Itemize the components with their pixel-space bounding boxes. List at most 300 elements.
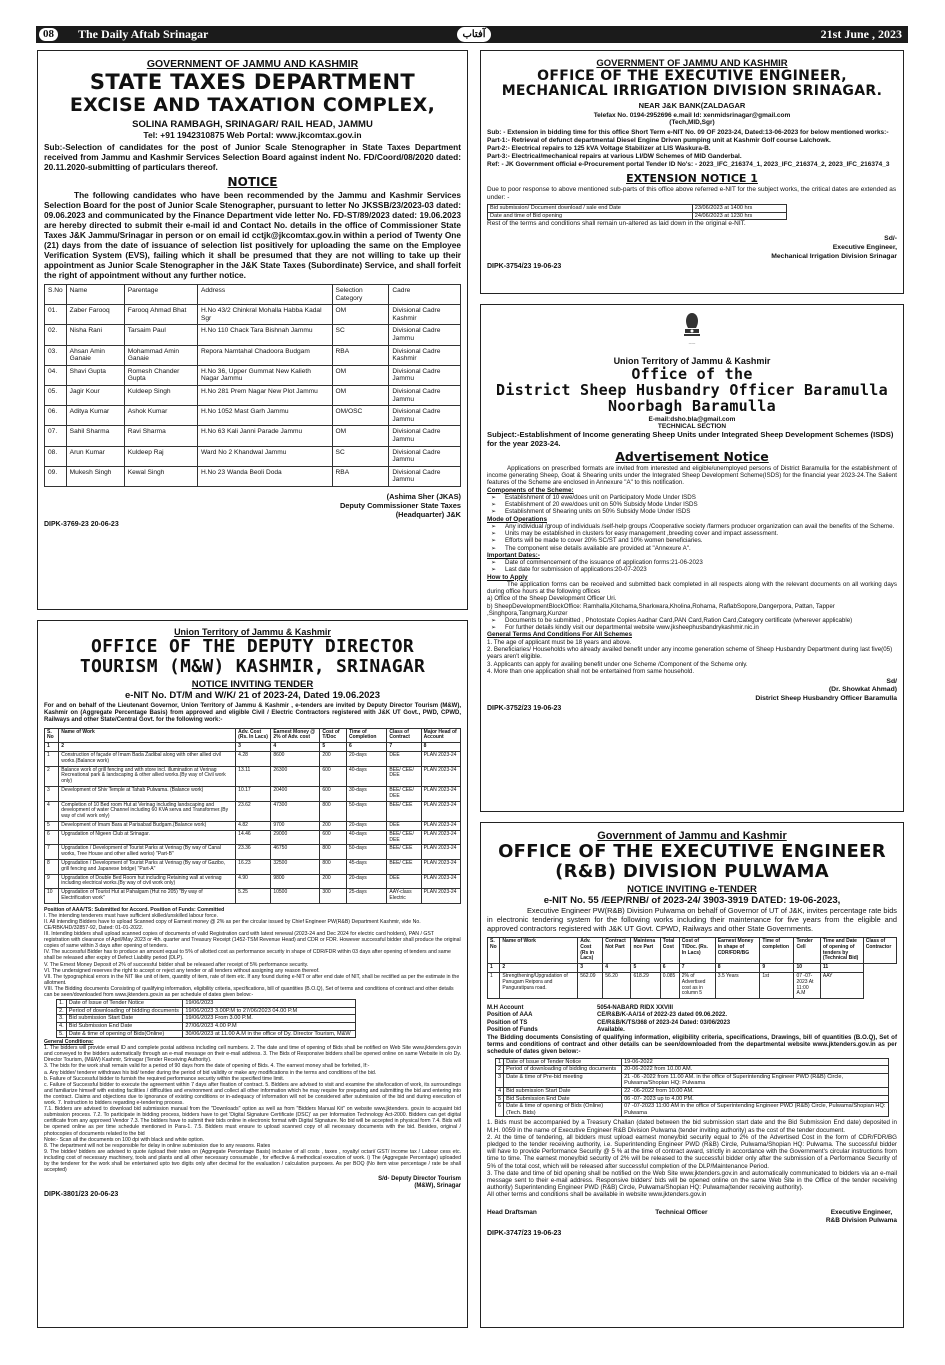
- table-cell: H.No 110 Chack Tara Bishnah Jammu: [197, 325, 332, 345]
- table-cell: Kuldeep Singh: [124, 385, 197, 405]
- table-cell: Balance work of grill fencing and with store incl. illumination at Verinag Recreational park & landscaping & other allied works.(By way of Civil work only): [59, 766, 236, 786]
- table-cell: Ravi Sharma: [124, 426, 197, 446]
- tr-nit: NOTICE INVITING TENDER: [191, 679, 314, 690]
- rb-col-number: 6: [660, 964, 679, 973]
- table-cell: 6: [496, 1103, 504, 1117]
- meta-row: [487, 1012, 897, 1019]
- rb-col-number: 7: [679, 964, 715, 973]
- mi-near: NEAR J&K BANK(ZALDAGAR: [638, 101, 746, 110]
- table-cell: BEE/ CEE: [387, 801, 421, 821]
- table-cell: 30/06/2023 at 11.00 A.M in the office of Dy. Director Tourism, M&W: [183, 1030, 356, 1038]
- table-cell: PLAN 2023-24: [421, 786, 460, 801]
- masthead-logo: آفتاب: [457, 27, 491, 42]
- mi-tech: (Tech,MID,Sgr): [669, 119, 715, 126]
- table-row: [57, 1000, 356, 1008]
- table-cell: 10: [45, 889, 59, 904]
- table-cell: 23.36: [236, 845, 271, 860]
- table-cell: 19/06/2023 From 3.00 P.M.: [183, 1015, 356, 1023]
- rb-gov: Government of Jammu and Kashmir: [597, 830, 787, 842]
- list-item: ➢ Efforts will be made to cover 20% SC/ST and 10% women beneficiaries.: [487, 537, 897, 544]
- table-row: [57, 1015, 356, 1023]
- table-cell: Divisional Cadre Kashmir: [389, 305, 461, 325]
- table-cell: Construction of façade of Imam Bada Zadibal along with other allied civil works.(Balance work): [59, 752, 236, 767]
- table-cell: Divisional Cadre Kashmir: [389, 345, 461, 365]
- tr-col-number: 4: [271, 743, 320, 752]
- table-cell: 45-days: [346, 859, 386, 874]
- st-candidate-table: [44, 284, 461, 487]
- table-cell: 06.: [45, 406, 67, 426]
- table-cell: 07 -07-2023 11:00 AM in the office of Superintending Engineer PWD (R&B) Circle, Pulwama/Shopian HQ: Pulwama: [622, 1103, 889, 1117]
- table-cell: 14.46: [236, 830, 271, 845]
- table-cell: OM: [332, 365, 389, 385]
- rb-paras: [487, 1119, 897, 1198]
- table-cell: 5.25: [236, 889, 271, 904]
- table-cell: PLAN 2023-24: [421, 766, 460, 786]
- rb-col-header: Class of Contractor: [863, 938, 896, 964]
- st-col-header: S.No: [45, 285, 67, 305]
- table-cell: 46750: [271, 845, 320, 860]
- st-sig-title: Deputy Commissioner State Taxes: [339, 500, 461, 510]
- table-cell: 9: [45, 874, 59, 889]
- rb-col-header: Time of completion: [760, 938, 794, 964]
- rb-works-table: [487, 937, 897, 999]
- table-cell: Romesh Chander Gupta: [124, 365, 197, 385]
- table-cell: PLAN 2023-24: [421, 874, 460, 889]
- meta-row: [487, 1005, 897, 1012]
- mi-title-2: MECHANICAL IRRIGATION DIVISION SRINAGAR.: [501, 83, 883, 99]
- tr-sig-2: (M&W), Srinagar: [414, 1183, 461, 1190]
- tr-notes: [44, 913, 461, 998]
- table-cell: 5.: [57, 1030, 67, 1038]
- table-cell: 3: [496, 1073, 504, 1087]
- table-cell: Date and time of Bid opening: [488, 212, 693, 220]
- table-cell: 32500: [271, 859, 320, 874]
- table-row: [45, 874, 461, 889]
- table-cell: Repora Namtahal Chadoora Budgam: [197, 345, 332, 365]
- meta-row: [487, 1027, 897, 1034]
- list-item: ➢ Last date for submission of applications:20-07-2023: [487, 566, 897, 573]
- table-cell: 600: [320, 786, 347, 801]
- table-cell: 9800: [271, 874, 320, 889]
- table-cell: 23.62: [236, 801, 271, 821]
- table-cell: Date & time of opening of Bids (Online) (Tech. Bids): [504, 1103, 622, 1117]
- tr-schedule-table: [56, 999, 356, 1038]
- rb-bid: The Bidding documents Consisting of qualifying information, eligibility criteria, specifications, Drawings, bill of quantities (B.O.Q), Set of terms and conditions of contract and other details can be seen/downloaded from the departmental website www.jktenders.gov.in as per schedule of dates given below:-: [487, 1033, 897, 1056]
- tr-intro: For and on behalf of the Lieutenant Governor, Union Territory of Jammu & Kashmir , e-tenders are invited by Deputy Director Tourism (M&W), Kashmir on (Aggregate Percentage Basis) from approved and eligible Civil / Electric Contractors registered with J&K UT Govt., PWD, CPWD, Railways and other State/Central Govt. for the following work:-: [44, 703, 461, 724]
- table-row: [488, 212, 787, 220]
- list-item: 2. At the time of tendering, all bidders must upload earnest money/bid security equal to 2% of the Advertised Cost in the form of CDR/FDR/BG pledged to the tender receiving authority, i.e. Superintending Engineer PWD (R&B) Circle, Pulwama/Shopian HQ: Pulwama. The successful bidder will have to provide Performance Security @ 5 % at the time of contract award, strictly in accordance with the Government's circular instructions from time to time. The earnest money/bid security of 2% will be released to the successful bidder only after the submission of a Performance Security of 5% of the total cost, which will be released after successful completion of the DLP/Maintenance Period.: [487, 1133, 897, 1170]
- table-cell: Kewal Singh: [124, 466, 197, 486]
- issue-date: 21st June , 2023: [820, 27, 902, 41]
- table-cell: OM: [332, 426, 389, 446]
- table-cell: Bid Submission End Date: [66, 1022, 183, 1030]
- list-item: ➢ Establishment of Shearing units on 50% Subsidy Mode Under ISDS: [487, 508, 897, 515]
- table-row: [45, 385, 461, 405]
- mi-part-1: Part-1:- Retrieval of defunct departmental Diesel Engine Driven pumping unit at Kashmir Golf course Lalchowk.: [487, 137, 831, 144]
- table-row: [45, 446, 461, 466]
- table-cell: 20400: [271, 786, 320, 801]
- tr-enit: e-NIT No. DT/M and W/K/ 21 of 2023-24, Dated 19.06.2023: [125, 690, 380, 701]
- list-item: 8. The department will not be responsible for delay in online submission due to any reasons. Rates: [44, 1142, 271, 1149]
- state-taxes-notice: [37, 50, 468, 610]
- table-cell: BEE/ CEE: [387, 859, 421, 874]
- rb-col-header: Tender Cell: [794, 938, 820, 964]
- tr-col-number: 2: [59, 743, 236, 752]
- table-cell: 24/06/2023 at 1230 hrs: [692, 212, 786, 220]
- sh-terms-heading: General Terms And Conditions For All Schemes: [487, 631, 632, 639]
- meta-label: Position of TS: [487, 1019, 528, 1026]
- table-cell: 07 -07-2023 At 11:00 A.M: [794, 972, 820, 998]
- list-item: V. The Ernest Money Deposit of 2% of successful bidder shall be released after receipt of 5% performance security.: [44, 961, 309, 968]
- table-cell: 1.: [57, 1000, 67, 1008]
- mi-due: Due to poor response to above mentioned sub-parts of this office above referred e-NIT for the subject works, the critical dates are extended as under: -: [487, 186, 897, 201]
- st-sig-name: (Ashima Sher (JKAS): [386, 491, 461, 501]
- table-cell: 9700: [271, 821, 320, 830]
- table-cell: Upgradation of Tourist Hut at Pahalgam (Hut no 205) "By way of Electrification work": [59, 889, 236, 904]
- list-item: 3. The date and time of bid opening shall be notified on the Web Site www.jktenders.gov.in and automatically communicated to bidders via an e-mail message sent to their e-mail address. Responsive bidders' bids will be opened online on the same Web Site in the Office of the tender receiving authority) Superintending Engineer PWD (R&B) Circle, Pulwama/Shopian HQ: Pulwama(tender receiving authority).: [487, 1169, 897, 1192]
- table-cell: 21 -06 -2022 from 11.00 AM. in the office of Superintending Engineer PWD (R&B) Circle, Pulwama/Shopian HQ: Pulwama: [622, 1073, 889, 1087]
- table-cell: H.No 1052 Mast Garh Jammu: [197, 406, 332, 426]
- table-cell: 600: [320, 766, 347, 786]
- list-item: All other terms and conditions shall be available in website www.jktenders.gov.in: [487, 1191, 707, 1199]
- table-cell: H.No 36, Upper Gummat New Kalieth Nagar Jammu: [197, 365, 332, 385]
- table-cell: 22 -06-2022 from 10.00 AM.: [622, 1087, 889, 1095]
- list-item: I. The intending tenderers must have sufficient skilled/unskilled labour force.: [44, 912, 218, 919]
- rb-col-number: 2: [500, 964, 578, 973]
- table-cell: Aditya Kumar: [66, 406, 124, 426]
- table-cell: 40-days: [346, 830, 386, 845]
- mi-ext-heading: EXTENSION NOTICE 1: [626, 172, 758, 185]
- table-cell: BEE/ CEE: [387, 845, 421, 860]
- table-row: [45, 325, 461, 345]
- table-cell: Development of Shiv Temple at Tahab Pulwama. (Balance work): [59, 786, 236, 801]
- table-cell: 5: [496, 1095, 504, 1103]
- table-cell: 1st: [760, 972, 794, 998]
- sh-tech: TECHNICAL SECTION: [657, 423, 727, 430]
- table-cell: 800: [320, 859, 347, 874]
- table-cell: 8: [45, 859, 59, 874]
- table-cell: H.No 63 Kali Janni Parade Jammu: [197, 426, 332, 446]
- table-cell: 29000: [271, 830, 320, 845]
- sh-office-a: a) Office of the Sheep Development Officer Uri.: [487, 595, 617, 603]
- table-cell: OM: [332, 385, 389, 405]
- table-cell: Nisha Rani: [66, 325, 124, 345]
- sh-mode-list: [487, 523, 897, 552]
- table-cell: Upgradation / Development of Tourist Parks at Verinag (By way of Canal works, Tree House and other allied works) "Part-B": [59, 845, 236, 860]
- table-cell: 800: [320, 801, 347, 821]
- tr-sig-1: S/d- Deputy Director Tourism: [378, 1176, 461, 1183]
- table-cell: Sahil Sharma: [66, 426, 124, 446]
- mi-sd: Sd/-: [884, 235, 897, 243]
- table-cell: Date & time of opening of Bids(Online): [66, 1030, 183, 1038]
- mi-tel: Telefax No. 0194-2952696 e.mail Id: xenmidsrinagar@gmail.com: [593, 112, 791, 119]
- st-col-header: Cadre: [389, 285, 461, 305]
- table-cell: 06 -07- 2023 up to 4.00 PM.: [622, 1095, 889, 1103]
- table-cell: H.No 43/2 Chinkral Mohalla Habba Kadal Sgr: [197, 305, 332, 325]
- list-item: IV. The successful Bidder has to produce an amount equal to 5% of allotted cost as performance security in shape of CDR/FDR within 03 days after opening of tenders and same shall be released after expiry of Defect Liability period (DLP).: [44, 949, 451, 962]
- table-cell: 19/06/2023: [183, 1000, 356, 1008]
- rb-col-number: 9: [760, 964, 794, 973]
- table-cell: 4: [45, 801, 59, 821]
- table-cell: 5: [45, 821, 59, 830]
- rb-sig-division: R&B Division Pulwama: [825, 1216, 897, 1224]
- table-cell: Ahsan Amin Ganaie: [66, 345, 124, 365]
- table-cell: Bid submission/ Document download / sale end Date: [488, 205, 693, 213]
- tr-col-number: 5: [320, 743, 347, 752]
- table-cell: PLAN 2023-24: [421, 801, 460, 821]
- table-cell: DEE: [387, 874, 421, 889]
- list-item: b. Failure of Successful bidder to furnish the required performance security within the specified time limit.: [44, 1075, 285, 1082]
- list-item: III. Intending bidders shall upload scanned copies of documents of valid Registration card with latest renewal (2023-24 and Dec 2024 for electric card holders), PAN / GST registration with clearance of April/May 2023 or 4th. quarter and Treasury Receipt (1452-TSM Revenue Head) and CDR or FDR. However successful bidder shall produce the original copies of same within 3 days after opening of tenders.: [44, 931, 461, 950]
- table-cell: 40-days: [346, 766, 386, 786]
- list-item: ➢ Date of commencement of the issuance of application forms:21-06-2023: [487, 559, 897, 566]
- list-item: c. Failure of Successful bidder to execute the agreement within 7 days after fixation of contract. 5. Bidders are advised to visit and examine the site/location of work, its surroundings and familiarize himself with existing facilities / difficulties and environment and collect all other information which he may require for preparing and submitting the bid and entering into the contract. Claims and objections due to ignorance of existing conditions or in-adequacy of information will not be considered after submission of the bid and during execution of work. 7. Instruction to bidders regarding e-tendering process.: [44, 1081, 461, 1107]
- sh-components: [487, 494, 897, 516]
- table-cell: 26300: [271, 766, 320, 786]
- mi-rest: Rest of the terms and conditions shall remain un-altered as laid down in the original e-NIT.: [487, 220, 746, 228]
- meta-row: [487, 1020, 897, 1027]
- table-cell: Bid submission Start Date: [504, 1087, 622, 1095]
- table-cell: 562.09: [578, 972, 603, 998]
- table-cell: 4.: [57, 1022, 67, 1030]
- table-cell: BEE/ CEE/ DEE: [387, 786, 421, 801]
- table-cell: 7: [45, 845, 59, 860]
- st-ref: DIPK-3769-23 20-06-23: [44, 520, 119, 528]
- rb-col-number: 10: [794, 964, 820, 973]
- table-cell: 200: [320, 821, 347, 830]
- table-cell: Mohammad Amin Ganaie: [124, 345, 197, 365]
- table-cell: AAY-class Electric: [387, 889, 421, 904]
- table-cell: 300: [320, 889, 347, 904]
- table-row: [488, 205, 787, 213]
- table-cell: 10500: [271, 889, 320, 904]
- st-gov: GOVERNMENT OF JAMMU AND KASHMIR: [146, 58, 359, 70]
- list-item: 1. The bidders will provide email ID and complete postal address including cell numbers. 2. The date and time of opening of Bids shall be notified on Web Site www.jktenders.gov.in and conveyed to the bidders automatically through an e-mail message on their e-mail address. 3. The Bids of Responsive bidders shall be opened online on same Website in o/o Dy. Director Tourism, (M&W) Kashmir, Srinagar (Tender Receiving Authority).: [44, 1045, 461, 1064]
- meta-value: Available.: [597, 1026, 625, 1033]
- rb-col-header: S. No: [488, 938, 500, 964]
- mi-sig-2: Mechanical Irrigation Division Srinagar: [771, 253, 897, 261]
- table-cell: 30-days: [346, 786, 386, 801]
- mi-ref: DIPK-3754/23 19-06-23: [487, 263, 562, 271]
- sh-office-b: b) SheepDevelopmentBlockOffice: Ramhalla,Kitchama,Sharkwara,Kholina,Rohama, RaflabSopore,Dangerpora, Pattan, Tapper ,Singhpora,Tangmarg,Kunzer: [487, 602, 835, 617]
- st-notice-heading: NOTICE: [227, 175, 278, 189]
- mi-title-1: OFFICE OF THE EXECUTIVE ENGINEER,: [537, 68, 847, 84]
- sh-title-3: Noorbagh Baramulla: [608, 397, 776, 415]
- rb-col-header: Maintena nce Part: [631, 938, 660, 964]
- table-cell: Bid Submission End Date: [504, 1095, 622, 1103]
- rb-col-header: Time and Date of opening of tenders by (Technical Bid): [820, 938, 863, 964]
- table-cell: 2: [496, 1066, 504, 1074]
- table-cell: PLAN 2023-24: [421, 889, 460, 904]
- table-cell: 3.5 Years: [715, 972, 760, 998]
- mi-ref-ids: Ref: - JK Government official e-Procurement portal Tender ID No's: - 2023_IFC_216374_1, 2023_IFC_216374_2, 2023_IFC_216374_3: [487, 161, 890, 168]
- list-item: 4. More than one application shall not be entertained from same household.: [487, 667, 695, 675]
- list-item: ➢ Any individual /group of individuals /self-help groups /Cooperative society /farmers producer organization can avail the benefits of the Scheme.: [487, 523, 897, 530]
- table-cell: OM: [332, 305, 389, 325]
- list-item: 3. Applicants can apply for availing benefit under one Scheme /Component of the Scheme only.: [487, 660, 748, 668]
- rb-col-header: Name of Work: [500, 938, 578, 964]
- table-row: [45, 801, 461, 821]
- table-cell: Mukesh Singh: [66, 466, 124, 486]
- table-cell: AAY: [820, 972, 863, 998]
- list-item: 1. Bids must be accompanied by a Treasury Challan (dated between the bid submission start date and the Bid Submission End date) deposited in M.H. 0059 in the name of Executive Engineer R&B Division Pulwama (tender inviting authority) as the cost of the tender document.: [487, 1119, 897, 1134]
- rb-col-header: Contract Not Part: [603, 938, 631, 964]
- table-cell: Upgradation / Development of Tourist Parks at Verinag (By way of Gazibo, grill fencing and Japanese bridge) "Part-A": [59, 859, 236, 874]
- table-row: [496, 1095, 889, 1103]
- table-cell: Bid submission Start Date: [66, 1015, 183, 1023]
- table-cell: 08.: [45, 446, 67, 466]
- st-col-header: Name: [66, 285, 124, 305]
- table-cell: Divisional Cadre Jammu: [389, 365, 461, 385]
- table-cell: 01.: [45, 305, 67, 325]
- meta-value: CE/R&B/K/TS/368 of 2023-24 Dated: 03/06/2023: [597, 1019, 731, 1026]
- table-cell: Divisional Cadre Jammu: [389, 426, 461, 446]
- list-item: ➢ Establishment of 20 ewe/does unit on 50% Subsidy Mode Under ISDS: [487, 501, 897, 508]
- st-col-header: Parentage: [124, 285, 197, 305]
- table-cell: 2.: [57, 1007, 67, 1015]
- table-cell: 25-days: [346, 889, 386, 904]
- table-row: [45, 859, 461, 874]
- table-cell: 07.: [45, 426, 67, 446]
- sh-docs-list: [487, 617, 897, 631]
- table-cell: 16.23: [236, 859, 271, 874]
- table-cell: Development of Imam Bara at Parisabad Budgam.(Balance work): [59, 821, 236, 830]
- table-cell: 800: [320, 845, 347, 860]
- table-cell: H.No 281 Prem Nagar New Plot Jammu: [197, 385, 332, 405]
- st-subject: Sub:-Selection of candidates for the post of Junior Scale Stenographer in State Taxes Department received from Jammu and Kashmir Services Selection Board against indent No. FD/Coord/08/2020 dated: 20.11.2020-submitting of particulars thereof.: [44, 142, 461, 172]
- table-cell: 56.20: [603, 972, 631, 998]
- national-emblem-icon: [674, 310, 710, 346]
- st-title-1: STATE TAXES DEPARTMENT: [89, 70, 416, 94]
- list-item: Note:- Scan all the documents on 100 dpi with black and white option.: [44, 1136, 205, 1143]
- paper-name: The Daily Aftab Srinagar: [78, 27, 209, 41]
- table-cell: SC: [332, 446, 389, 466]
- table-cell: 23/06/2023 at 1400 hrs: [692, 205, 786, 213]
- table-cell: Ward No 2 Khandwal Jammu: [197, 446, 332, 466]
- table-cell: 19/06/2023 3.00P.M to 27/06/2023 04.00 P.M: [183, 1007, 356, 1015]
- meta-label: M.H Account: [487, 1005, 524, 1012]
- st-sig-office: (Headquarter) J&K: [395, 509, 461, 519]
- table-cell: 618.29: [631, 972, 660, 998]
- table-cell: 50-days: [346, 801, 386, 821]
- table-cell: BEE/ CEE/ DEE: [387, 766, 421, 786]
- table-cell: 27/06/2023 4.00 P.M: [183, 1022, 356, 1030]
- tr-col-number: 8: [421, 743, 460, 752]
- table-row: [45, 830, 461, 845]
- tr-title-2: TOURISM (M&W) KASHMIR, SRINAGAR: [79, 656, 426, 677]
- meta-value: CE/R&B/K-AA/14 of 2022-23 dated 09.06.2022.: [597, 1012, 728, 1019]
- table-row: [57, 1022, 356, 1030]
- st-col-header: Address: [197, 285, 332, 305]
- list-item: a. Any bidder/ tenderer withdraws his bid/ tender during the period of bid validity or make any modifications in the terms and conditions of the bid.: [44, 1069, 377, 1076]
- table-cell: 6: [45, 830, 59, 845]
- table-cell: H.No 23 Wanda Beoli Doda: [197, 466, 332, 486]
- table-cell: Ashok Kumar: [124, 406, 197, 426]
- tr-col-number: 1: [45, 743, 59, 752]
- list-item: 7.1. Bidders are advised to download bid submission manual from the "Downloads" option as well as from "Bidders Manual Kit" on website www.jktenders. gov.in to acquaint bid submission process. 7.2. To participate in bidding process, bidders have to get 'Digital Signature Certificate (DSC)' as per Information Technology Act-2000. Bidders can get digital certificate from any approved Vendor 7.3. The bidders have to submit their bids online in electronic format with Digital Signature. No bid will be accepted in physical form 7.4. Bids will be opened online as per time schedule mentioned in Para-1. 7.5. Bidders must ensure to upload scanned copy of all necessary documents with the bid. Besides, original / photocopies of documents related to the bid: [44, 1106, 461, 1137]
- tr-col-number: 7: [387, 743, 421, 752]
- st-address: SOLINA RAMBAGH, SRINAGAR/ RAIL HEAD, JAMMU: [132, 119, 373, 130]
- rb-pulwama-tender: [480, 822, 904, 1328]
- table-cell: 3: [45, 786, 59, 801]
- table-cell: OM/OSC: [332, 406, 389, 426]
- tr-col-number: 3: [236, 743, 271, 752]
- rb-col-number: 3: [578, 964, 603, 973]
- table-row: [496, 1073, 889, 1087]
- table-row: [45, 821, 461, 830]
- rb-title-1: OFFICE OF THE EXECUTIVE ENGINEER: [498, 841, 886, 862]
- table-cell: 10.17: [236, 786, 271, 801]
- table-cell: PLAN 2023-24: [421, 845, 460, 860]
- page-number: 08: [39, 28, 58, 41]
- table-cell: 1: [496, 1058, 504, 1066]
- list-item: ➢ For further details kindly visit our departmental website www.jksheephusbandrykashmir.nic.in: [487, 624, 897, 631]
- rb-ref: DIPK-3747/23 19-06-23: [487, 1229, 562, 1237]
- rb-col-number: 4: [603, 964, 631, 973]
- table-cell: Upgradation of Double Bed Room hut including Retaining wall at verinag including electrical works.(By way of civil work only): [59, 874, 236, 889]
- table-cell: 13.11: [236, 766, 271, 786]
- table-cell: 04.: [45, 365, 67, 385]
- table-cell: Farooq Ahmad Bhat: [124, 305, 197, 325]
- rb-col-header: Earnest Money in shape of CDR/FDR/BG: [715, 938, 760, 964]
- table-row: [45, 845, 461, 860]
- sh-sig-1: (Dr. Showkat Ahmad): [828, 686, 897, 694]
- table-cell: PLAN 2023-24: [421, 821, 460, 830]
- sh-terms-list: [487, 639, 897, 675]
- table-row: [45, 365, 461, 385]
- sh-dates-heading: Important Dates:-: [487, 551, 540, 559]
- mi-part-3: Part-3:- Electrical/mechanical repairs at various LI/DW Schemes of MID Ganderbal.: [487, 153, 742, 160]
- list-item: ➢ Documents to be submitted , Photostate Copies Aadhar Card,PAN Card,Ration Card,Category certificate (wherever applicable): [487, 617, 897, 624]
- st-title-2: EXCISE AND TAXATION COMPLEX,: [69, 94, 436, 116]
- tr-works-table: [44, 728, 461, 904]
- table-cell: 02.: [45, 325, 67, 345]
- tr-position: Position of AAA/TS: Submitted for Accord. Position of Funds: Committed: [44, 906, 225, 913]
- sh-ut: Union Territory of Jammu & Kashmir: [613, 356, 771, 366]
- table-cell: Completion of 10 Bed room Hut at Verinag including landscaping and development of water Channel including 60 KVA serva and Transformer.(By way of civil work only): [59, 801, 236, 821]
- mi-gov: GOVERNMENT OF JAMMU AND KASHMIR: [596, 58, 788, 69]
- rb-meta: [487, 1005, 897, 1034]
- table-row: [45, 766, 461, 786]
- sh-mode-heading: Mode of Operations: [487, 515, 548, 523]
- st-col-header: Selection Category: [332, 285, 389, 305]
- list-item: ➢ Establishment of 10 ewe/does unit on Participatory Mode Under ISDS: [487, 494, 897, 501]
- tr-title-1: OFFICE OF THE DEPUTY DIRECTOR: [91, 636, 414, 657]
- table-cell: 20-06-2022 from 10.00 AM.: [622, 1066, 889, 1074]
- table-cell: Divisional Cadre Jammu: [389, 385, 461, 405]
- table-row: [57, 1030, 356, 1038]
- table-cell: 09.: [45, 466, 67, 486]
- table-row: [45, 786, 461, 801]
- page-header: [36, 26, 908, 43]
- table-cell: 47300: [271, 801, 320, 821]
- table-row: [45, 889, 461, 904]
- table-cell: 3.: [57, 1015, 67, 1023]
- table-cell: 20-days: [346, 752, 386, 767]
- table-cell: 50-days: [346, 845, 386, 860]
- table-cell: Divisional Cadre Jammu: [389, 406, 461, 426]
- table-cell: 20-days: [346, 874, 386, 889]
- sh-comp-heading: Components of the Scheme:: [487, 486, 574, 494]
- sh-email: E-mail:dsho.bla@gmail.com: [648, 416, 736, 423]
- meta-label: Position of AAA: [487, 1012, 533, 1019]
- table-row: [45, 345, 461, 365]
- table-cell: 200: [320, 752, 347, 767]
- table-cell: Date of Issue of Tender Notice: [66, 1000, 183, 1008]
- mi-part-2: Part-2:- Electrical repairs to 125 kVA Voltage Stabilizer at LIS Waskura-B.: [487, 145, 711, 152]
- table-cell: PLAN 2023-24: [421, 830, 460, 845]
- tr-col-header: Time of Completion: [346, 728, 386, 743]
